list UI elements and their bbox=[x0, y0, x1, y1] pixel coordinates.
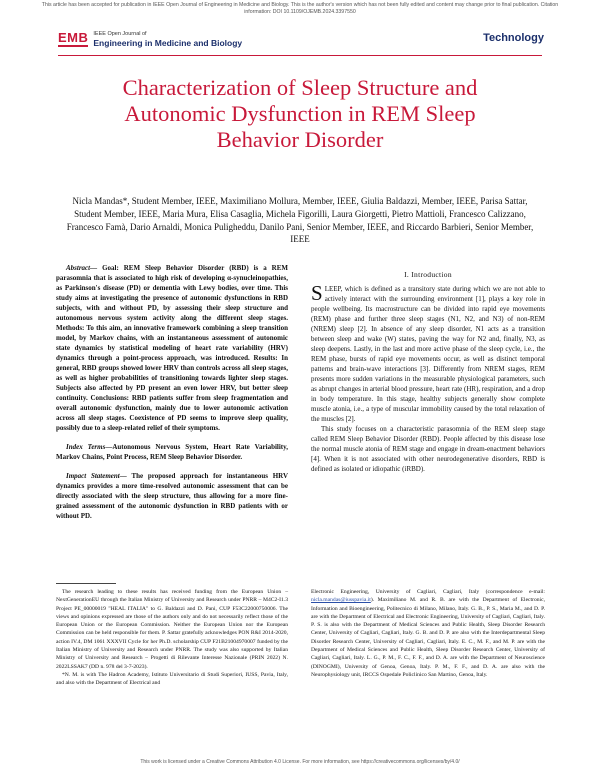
impact-text: The proposed approach for instantaneous HRV dynamics provides a more time-resolved autonomic assessment that can be directly associated with the sleep structure, thus allowing for a more fine-grained assessment of the autonomic dysfunction in RBD patients with or without PD. bbox=[56, 472, 289, 520]
intro-paragraph-2: This study focuses on a characteristic parasomnia of the REM sleep stage called REM Sleep Behavior Disorder (RBD). People affected by this disease lose the normal muscle atonia of REM stage and engage in dream-enactment behaviors [4]. When it is not associated with other neurodegenerative disorders, RBD is defined as isolated or idiopathic (iRBD). bbox=[311, 425, 545, 473]
journal-logo bbox=[58, 30, 242, 48]
section-tag: Technology bbox=[483, 32, 544, 44]
paper-title: Characterization of Sleep Structure and Autonomic Dysfunction in REM Sleep Behavior Disorder bbox=[122, 75, 478, 152]
journal-name-block bbox=[93, 30, 242, 48]
publication-notice: This article has been accepted for publication in IEEE Open Journal of Engineering in Medicine and Biology. This is the author's version which has not been fully edited and content may change prior to final publication. Citation information: DOI 10.1109/OJEMB.2024.3397550 bbox=[41, 2, 559, 16]
emb-logo-mark: EMB bbox=[58, 30, 89, 45]
author-list: Nicla Mandas*, Student Member, IEEE, Maximiliano Mollura, Member, IEEE, Giulia Baldazzi, Member, IEEE, Parisa Sattar, Student Member, IEEE, Maria Mura, Elisa Casaglia, Michela Figorilli, Laura Giorgetti, Pietro Mattioli, Francesco Calizzano, Francesco Famà, Dario Arnaldi, Monica Puligheddu, Danilo Pani, Senior Member, IEEE, and Riccardo Barbieri, Senior Member, IEEE bbox=[66, 196, 534, 245]
index-terms-text: Autonomous Nervous System, Heart Rate Variability, Markov Chains, Point Process, REM Sleep Behavior Disorder. bbox=[56, 443, 289, 461]
footnotes-left bbox=[56, 588, 288, 688]
impact-label: Impact Statement— bbox=[66, 472, 127, 480]
impact-statement bbox=[56, 471, 288, 521]
affiliation-text-post: ). Maximiliano M. and R. B. are with the Department of Electronic, Information and Bioengineering, Politecnico di Milano, Milano, Italy. G. B., P. S., Maria M., and D. P. are with the Department of Electrical and Electronic Engineering, University of Cagliari, Cagliari, Italy. P. S. is also with the Department of Medical Sciences and Public Health, Sleep Disorder Research Center, University of Cagliari, Cagliari, Italy. G. B. and D. P. are also with the Interdepartmental Sleep Disorder Research Center, University of Cagliari, Cagliari, Italy. E. C., M. F., and M. P. are with the Department of Medical Sciences and Public Health, Sleep Disorder Research Center, University of Cagliari, Cagliari, Italy. L. G., P. M., F. C., F. F., and D. A. are with the Department of Neuroscience (DINOGMI), University of Genoa, Genoa, Italy. P. M., F. F., and D. A. are also with the Neurophysiology unit, IRCCS Ospedale Policlinico San Martino, Genoa, Italy. bbox=[311, 597, 545, 678]
license-notice: This work is licensed under a Creative Commons Attribution 4.0 License. For more information, see https://creativecommons.org/licenses/by/4.0/ bbox=[140, 759, 460, 765]
introduction-section bbox=[311, 270, 545, 474]
index-terms-label: Index Terms— bbox=[66, 443, 113, 451]
affiliation-text-pre: Electronic Engineering, University of Cagliari, Cagliari, Italy (correspondence e-mail: bbox=[311, 589, 545, 595]
abstract bbox=[56, 263, 288, 433]
drop-cap: S bbox=[311, 281, 323, 305]
left-column bbox=[56, 263, 288, 530]
affiliation-footnote-cont bbox=[311, 588, 545, 679]
footnote-divider bbox=[56, 583, 116, 584]
intro-paragraph-1-text: LEEP, which is defined as a transitory state during which we are not able to actively interact with the surrounding environment [1], plays a key role in people wellbeing. Its macrostructure can be divided into rapid eye movements (REM) phase and further three sleep stages (N1, N2, and N3) of non-REM (NREM) sleep [2]. In absence of any sleep disorder, N1 acts as a transition between sleep and wake (W) states, paving the way for N2 and, finally, N3, as sleep deepens. Lastly, in the last and more active phase of the sleep cycle, i.e., the REM phase, bursts of rapid eye movements occur, as well as distinct temporal patterns and brain-wave interactions [3]. Differently from NREM stages, REM presents more sudden variations in the measurable physiological parameters, such as abrupt changes in arterial blood pressure, heart rate (HR), respiration, and a drop in body temperature. In this stage, healthy subjects generally show complete muscle atonia, i.e., a type of muscular immobility caused by the total relaxation of the muscles [2]. bbox=[311, 285, 545, 423]
abstract-text: Goal: REM Sleep Behavior Disorder (RBD) is a REM parasomnia that is associated to high risk of developing α-synucleinopathies, as Parkinson's disease (PD) or dementia with Lewy bodies, over time. This study aims at investigating the presence of autonomic dysfunctions in RBD subjects, with and without PD, by assessing their sleep structure and autonomous nervous system activity along the different sleep stages. Methods: To this aim, an innovative framework combining a sleep transition model, by Markov chains, with an instantaneous assessment of autonomic state dynamics by statistical modeling of heart rate variability (HRV) dynamics through a point-process approach, was introduced. Results: In general, RBD groups showed lower HRV than controls across all sleep stages, as well as higher probabilities of transitioning towards lighter sleep stages. Subjects also affected by PD present an even lower HRV, but better sleep continuity. Conclusions: RBD patients suffer from sleep fragmentation and overall autonomic dysfunction, mainly due to lower autonomic activation across all sleep stages. Coexistence of PD seems to improve sleep quality, possibly due to a sleep-related relief of their symptoms. bbox=[56, 264, 289, 432]
affiliation-footnote-start: *N. M. is with The Hadron Academy, Istituto Universitario di Studi Superiori, IUSS, Pavia, Italy, and also with the Department of Electrical and bbox=[56, 671, 288, 687]
journal-name: Engineering in Medicine and Biology bbox=[93, 38, 243, 48]
abstract-label: Abstract— bbox=[66, 264, 98, 272]
footnotes-right bbox=[311, 588, 545, 679]
correspondence-email-link[interactable]: nicla.mandas@iusspavia.it bbox=[311, 597, 371, 604]
index-terms bbox=[56, 442, 288, 462]
journal-name-prefix: IEEE Open Journal of bbox=[93, 31, 147, 37]
intro-paragraph-1 bbox=[311, 281, 545, 424]
funding-footnote: The research leading to these results has received funding from the European Union – NextGenerationEU through the Italian Ministry of University and Research under PNRR – M4C2-I1.3 Project PE_00000019 "HEAL ITALIA" to G. Baldazzi and D. Pani, CUP F53C22000750006. The views and opinions expressed are those of the authors only and do not necessarily reflect those of the European Union or the European Commission. Neither the European Union nor the European Commission can be held responsible for them. P. Sattar gratefully acknowledges PON R&I 2014-2020, action IV.4, DM 1061 XXXVII Cycle for her Ph.D. scholarship CUP F21B21004970007 funded by the Italian Ministry of University and Research under PNRR. The study was also supported by Italian Ministry of University and Research – Progetti di Rilevante Interesse Nazionale (PRIN 2022) N. 2022LSSAK7 (DD n. 978 del 3-7-2023). bbox=[56, 589, 288, 670]
header-divider bbox=[58, 55, 542, 56]
introduction-heading: I. Introduction bbox=[404, 270, 452, 279]
